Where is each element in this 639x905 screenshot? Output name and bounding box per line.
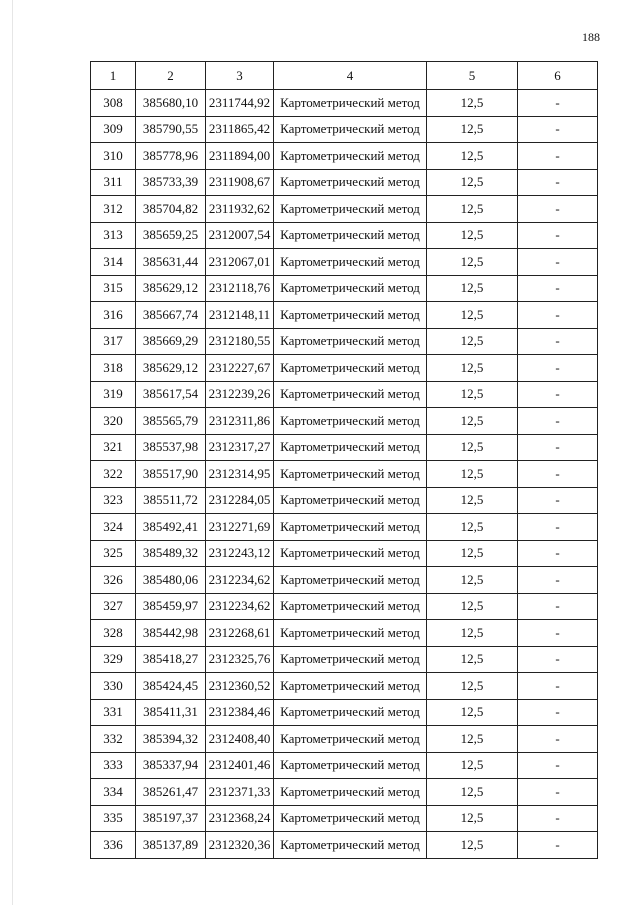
- y-coordinate-cell: 2312227,67: [206, 355, 274, 382]
- y-coordinate-cell: 2311894,00: [206, 143, 274, 170]
- x-coordinate-cell: 385537,98: [136, 434, 206, 461]
- accuracy-cell: 12,5: [427, 169, 518, 196]
- table-row: [91, 116, 598, 143]
- y-coordinate-cell: 2311908,67: [206, 169, 274, 196]
- point-number-cell: 330: [91, 673, 136, 700]
- x-coordinate-cell: 385459,97: [136, 593, 206, 620]
- x-coordinate-cell: 385137,89: [136, 832, 206, 859]
- method-cell: Картометрический метод: [274, 620, 427, 647]
- y-coordinate-cell: 2312067,01: [206, 249, 274, 276]
- extra-cell: -: [518, 302, 598, 329]
- accuracy-cell: 12,5: [427, 302, 518, 329]
- extra-cell: -: [518, 355, 598, 382]
- table-row: [91, 487, 598, 514]
- extra-cell: -: [518, 328, 598, 355]
- point-number-cell: 329: [91, 646, 136, 673]
- table-row: [91, 461, 598, 488]
- method-cell: Картометрический метод: [274, 673, 427, 700]
- table-row: [91, 514, 598, 541]
- y-coordinate-cell: 2311932,62: [206, 196, 274, 223]
- x-coordinate-cell: 385418,27: [136, 646, 206, 673]
- point-number-cell: 332: [91, 726, 136, 753]
- point-number-cell: 308: [91, 90, 136, 117]
- x-coordinate-cell: 385424,45: [136, 673, 206, 700]
- y-coordinate-cell: 2312314,95: [206, 461, 274, 488]
- x-coordinate-cell: 385733,39: [136, 169, 206, 196]
- coordinates-table: [90, 61, 598, 859]
- method-cell: Картометрический метод: [274, 302, 427, 329]
- column-header: 4: [274, 62, 427, 90]
- method-cell: Картометрический метод: [274, 196, 427, 223]
- accuracy-cell: 12,5: [427, 381, 518, 408]
- table-body: [91, 90, 598, 859]
- y-coordinate-cell: 2312284,05: [206, 487, 274, 514]
- method-cell: Картометрический метод: [274, 169, 427, 196]
- x-coordinate-cell: 385667,74: [136, 302, 206, 329]
- y-coordinate-cell: 2312271,69: [206, 514, 274, 541]
- point-number-cell: 315: [91, 275, 136, 302]
- extra-cell: -: [518, 408, 598, 435]
- table-row: [91, 169, 598, 196]
- y-coordinate-cell: 2312148,11: [206, 302, 274, 329]
- y-coordinate-cell: 2312118,76: [206, 275, 274, 302]
- accuracy-cell: 12,5: [427, 805, 518, 832]
- table-row: [91, 752, 598, 779]
- table-row: [91, 222, 598, 249]
- method-cell: Картометрический метод: [274, 832, 427, 859]
- x-coordinate-cell: 385517,90: [136, 461, 206, 488]
- y-coordinate-cell: 2312371,33: [206, 779, 274, 806]
- accuracy-cell: 12,5: [427, 699, 518, 726]
- accuracy-cell: 12,5: [427, 540, 518, 567]
- column-header: 5: [427, 62, 518, 90]
- extra-cell: -: [518, 646, 598, 673]
- point-number-cell: 310: [91, 143, 136, 170]
- table-row: [91, 355, 598, 382]
- table-row: [91, 381, 598, 408]
- accuracy-cell: 12,5: [427, 249, 518, 276]
- column-header: 6: [518, 62, 598, 90]
- extra-cell: -: [518, 222, 598, 249]
- accuracy-cell: 12,5: [427, 593, 518, 620]
- x-coordinate-cell: 385394,32: [136, 726, 206, 753]
- y-coordinate-cell: 2312401,46: [206, 752, 274, 779]
- method-cell: Картометрический метод: [274, 116, 427, 143]
- point-number-cell: 323: [91, 487, 136, 514]
- method-cell: Картометрический метод: [274, 328, 427, 355]
- table-row: [91, 540, 598, 567]
- y-coordinate-cell: 2312384,46: [206, 699, 274, 726]
- accuracy-cell: 12,5: [427, 673, 518, 700]
- x-coordinate-cell: 385480,06: [136, 567, 206, 594]
- extra-cell: -: [518, 487, 598, 514]
- method-cell: Картометрический метод: [274, 143, 427, 170]
- accuracy-cell: 12,5: [427, 514, 518, 541]
- accuracy-cell: 12,5: [427, 196, 518, 223]
- y-coordinate-cell: 2312360,52: [206, 673, 274, 700]
- accuracy-cell: 12,5: [427, 434, 518, 461]
- accuracy-cell: 12,5: [427, 832, 518, 859]
- point-number-cell: 317: [91, 328, 136, 355]
- x-coordinate-cell: 385411,31: [136, 699, 206, 726]
- accuracy-cell: 12,5: [427, 275, 518, 302]
- accuracy-cell: 12,5: [427, 752, 518, 779]
- accuracy-cell: 12,5: [427, 408, 518, 435]
- point-number-cell: 309: [91, 116, 136, 143]
- x-coordinate-cell: 385680,10: [136, 90, 206, 117]
- x-coordinate-cell: 385261,47: [136, 779, 206, 806]
- table-row: [91, 673, 598, 700]
- extra-cell: -: [518, 381, 598, 408]
- method-cell: Картометрический метод: [274, 355, 427, 382]
- y-coordinate-cell: 2312317,27: [206, 434, 274, 461]
- accuracy-cell: 12,5: [427, 726, 518, 753]
- method-cell: Картометрический метод: [274, 514, 427, 541]
- extra-cell: -: [518, 116, 598, 143]
- table-row: [91, 699, 598, 726]
- x-coordinate-cell: 385492,41: [136, 514, 206, 541]
- table-row: [91, 726, 598, 753]
- method-cell: Картометрический метод: [274, 408, 427, 435]
- y-coordinate-cell: 2312239,26: [206, 381, 274, 408]
- y-coordinate-cell: 2312368,24: [206, 805, 274, 832]
- accuracy-cell: 12,5: [427, 222, 518, 249]
- point-number-cell: 336: [91, 832, 136, 859]
- accuracy-cell: 12,5: [427, 355, 518, 382]
- y-coordinate-cell: 2312325,76: [206, 646, 274, 673]
- point-number-cell: 335: [91, 805, 136, 832]
- point-number-cell: 327: [91, 593, 136, 620]
- point-number-cell: 314: [91, 249, 136, 276]
- x-coordinate-cell: 385617,54: [136, 381, 206, 408]
- extra-cell: -: [518, 540, 598, 567]
- point-number-cell: 328: [91, 620, 136, 647]
- point-number-cell: 333: [91, 752, 136, 779]
- extra-cell: -: [518, 196, 598, 223]
- accuracy-cell: 12,5: [427, 461, 518, 488]
- point-number-cell: 334: [91, 779, 136, 806]
- table-row: [91, 805, 598, 832]
- method-cell: Картометрический метод: [274, 699, 427, 726]
- extra-cell: -: [518, 752, 598, 779]
- method-cell: Картометрический метод: [274, 593, 427, 620]
- table-row: [91, 646, 598, 673]
- y-coordinate-cell: 2312268,61: [206, 620, 274, 647]
- method-cell: Картометрический метод: [274, 90, 427, 117]
- table-row: [91, 620, 598, 647]
- table-row: [91, 249, 598, 276]
- accuracy-cell: 12,5: [427, 90, 518, 117]
- method-cell: Картометрический метод: [274, 805, 427, 832]
- x-coordinate-cell: 385704,82: [136, 196, 206, 223]
- extra-cell: -: [518, 832, 598, 859]
- method-cell: Картометрический метод: [274, 646, 427, 673]
- extra-cell: -: [518, 90, 598, 117]
- y-coordinate-cell: 2312408,40: [206, 726, 274, 753]
- accuracy-cell: 12,5: [427, 143, 518, 170]
- point-number-cell: 324: [91, 514, 136, 541]
- accuracy-cell: 12,5: [427, 779, 518, 806]
- table-row: [91, 832, 598, 859]
- extra-cell: -: [518, 514, 598, 541]
- extra-cell: -: [518, 805, 598, 832]
- extra-cell: -: [518, 169, 598, 196]
- point-number-cell: 316: [91, 302, 136, 329]
- y-coordinate-cell: 2311865,42: [206, 116, 274, 143]
- point-number-cell: 331: [91, 699, 136, 726]
- y-coordinate-cell: 2312180,55: [206, 328, 274, 355]
- page-number: 188: [582, 30, 600, 44]
- method-cell: Картометрический метод: [274, 434, 427, 461]
- table-row: [91, 302, 598, 329]
- x-coordinate-cell: 385565,79: [136, 408, 206, 435]
- extra-cell: -: [518, 673, 598, 700]
- point-number-cell: 321: [91, 434, 136, 461]
- y-coordinate-cell: 2312234,62: [206, 567, 274, 594]
- accuracy-cell: 12,5: [427, 567, 518, 594]
- table-row: [91, 779, 598, 806]
- method-cell: Картометрический метод: [274, 779, 427, 806]
- accuracy-cell: 12,5: [427, 646, 518, 673]
- table-row: [91, 143, 598, 170]
- point-number-cell: 319: [91, 381, 136, 408]
- x-coordinate-cell: 385197,37: [136, 805, 206, 832]
- extra-cell: -: [518, 434, 598, 461]
- extra-cell: -: [518, 143, 598, 170]
- point-number-cell: 318: [91, 355, 136, 382]
- point-number-cell: 312: [91, 196, 136, 223]
- y-coordinate-cell: 2312311,86: [206, 408, 274, 435]
- method-cell: Картометрический метод: [274, 249, 427, 276]
- x-coordinate-cell: 385629,12: [136, 275, 206, 302]
- method-cell: Картометрический метод: [274, 540, 427, 567]
- y-coordinate-cell: 2311744,92: [206, 90, 274, 117]
- method-cell: Картометрический метод: [274, 381, 427, 408]
- accuracy-cell: 12,5: [427, 328, 518, 355]
- x-coordinate-cell: 385511,72: [136, 487, 206, 514]
- column-header: 2: [136, 62, 206, 90]
- x-coordinate-cell: 385489,32: [136, 540, 206, 567]
- x-coordinate-cell: 385778,96: [136, 143, 206, 170]
- extra-cell: -: [518, 275, 598, 302]
- table-row: [91, 434, 598, 461]
- method-cell: Картометрический метод: [274, 726, 427, 753]
- method-cell: Картометрический метод: [274, 487, 427, 514]
- extra-cell: -: [518, 461, 598, 488]
- table-header-row: [91, 62, 598, 90]
- accuracy-cell: 12,5: [427, 620, 518, 647]
- method-cell: Картометрический метод: [274, 461, 427, 488]
- table-row: [91, 275, 598, 302]
- column-header: 1: [91, 62, 136, 90]
- method-cell: Картометрический метод: [274, 567, 427, 594]
- x-coordinate-cell: 385629,12: [136, 355, 206, 382]
- point-number-cell: 320: [91, 408, 136, 435]
- extra-cell: -: [518, 779, 598, 806]
- point-number-cell: 311: [91, 169, 136, 196]
- x-coordinate-cell: 385790,55: [136, 116, 206, 143]
- table-row: [91, 196, 598, 223]
- y-coordinate-cell: 2312320,36: [206, 832, 274, 859]
- y-coordinate-cell: 2312243,12: [206, 540, 274, 567]
- method-cell: Картометрический метод: [274, 752, 427, 779]
- table-row: [91, 328, 598, 355]
- column-header: 3: [206, 62, 274, 90]
- extra-cell: -: [518, 249, 598, 276]
- point-number-cell: 325: [91, 540, 136, 567]
- point-number-cell: 322: [91, 461, 136, 488]
- page-edge-line: [12, 0, 13, 905]
- method-cell: Картометрический метод: [274, 222, 427, 249]
- extra-cell: -: [518, 699, 598, 726]
- extra-cell: -: [518, 593, 598, 620]
- table-row: [91, 90, 598, 117]
- accuracy-cell: 12,5: [427, 116, 518, 143]
- table-row: [91, 567, 598, 594]
- extra-cell: -: [518, 620, 598, 647]
- x-coordinate-cell: 385659,25: [136, 222, 206, 249]
- x-coordinate-cell: 385631,44: [136, 249, 206, 276]
- table-row: [91, 408, 598, 435]
- point-number-cell: 313: [91, 222, 136, 249]
- point-number-cell: 326: [91, 567, 136, 594]
- y-coordinate-cell: 2312234,62: [206, 593, 274, 620]
- method-cell: Картометрический метод: [274, 275, 427, 302]
- table-row: [91, 593, 598, 620]
- x-coordinate-cell: 385669,29: [136, 328, 206, 355]
- extra-cell: -: [518, 567, 598, 594]
- x-coordinate-cell: 385337,94: [136, 752, 206, 779]
- y-coordinate-cell: 2312007,54: [206, 222, 274, 249]
- x-coordinate-cell: 385442,98: [136, 620, 206, 647]
- accuracy-cell: 12,5: [427, 487, 518, 514]
- extra-cell: -: [518, 726, 598, 753]
